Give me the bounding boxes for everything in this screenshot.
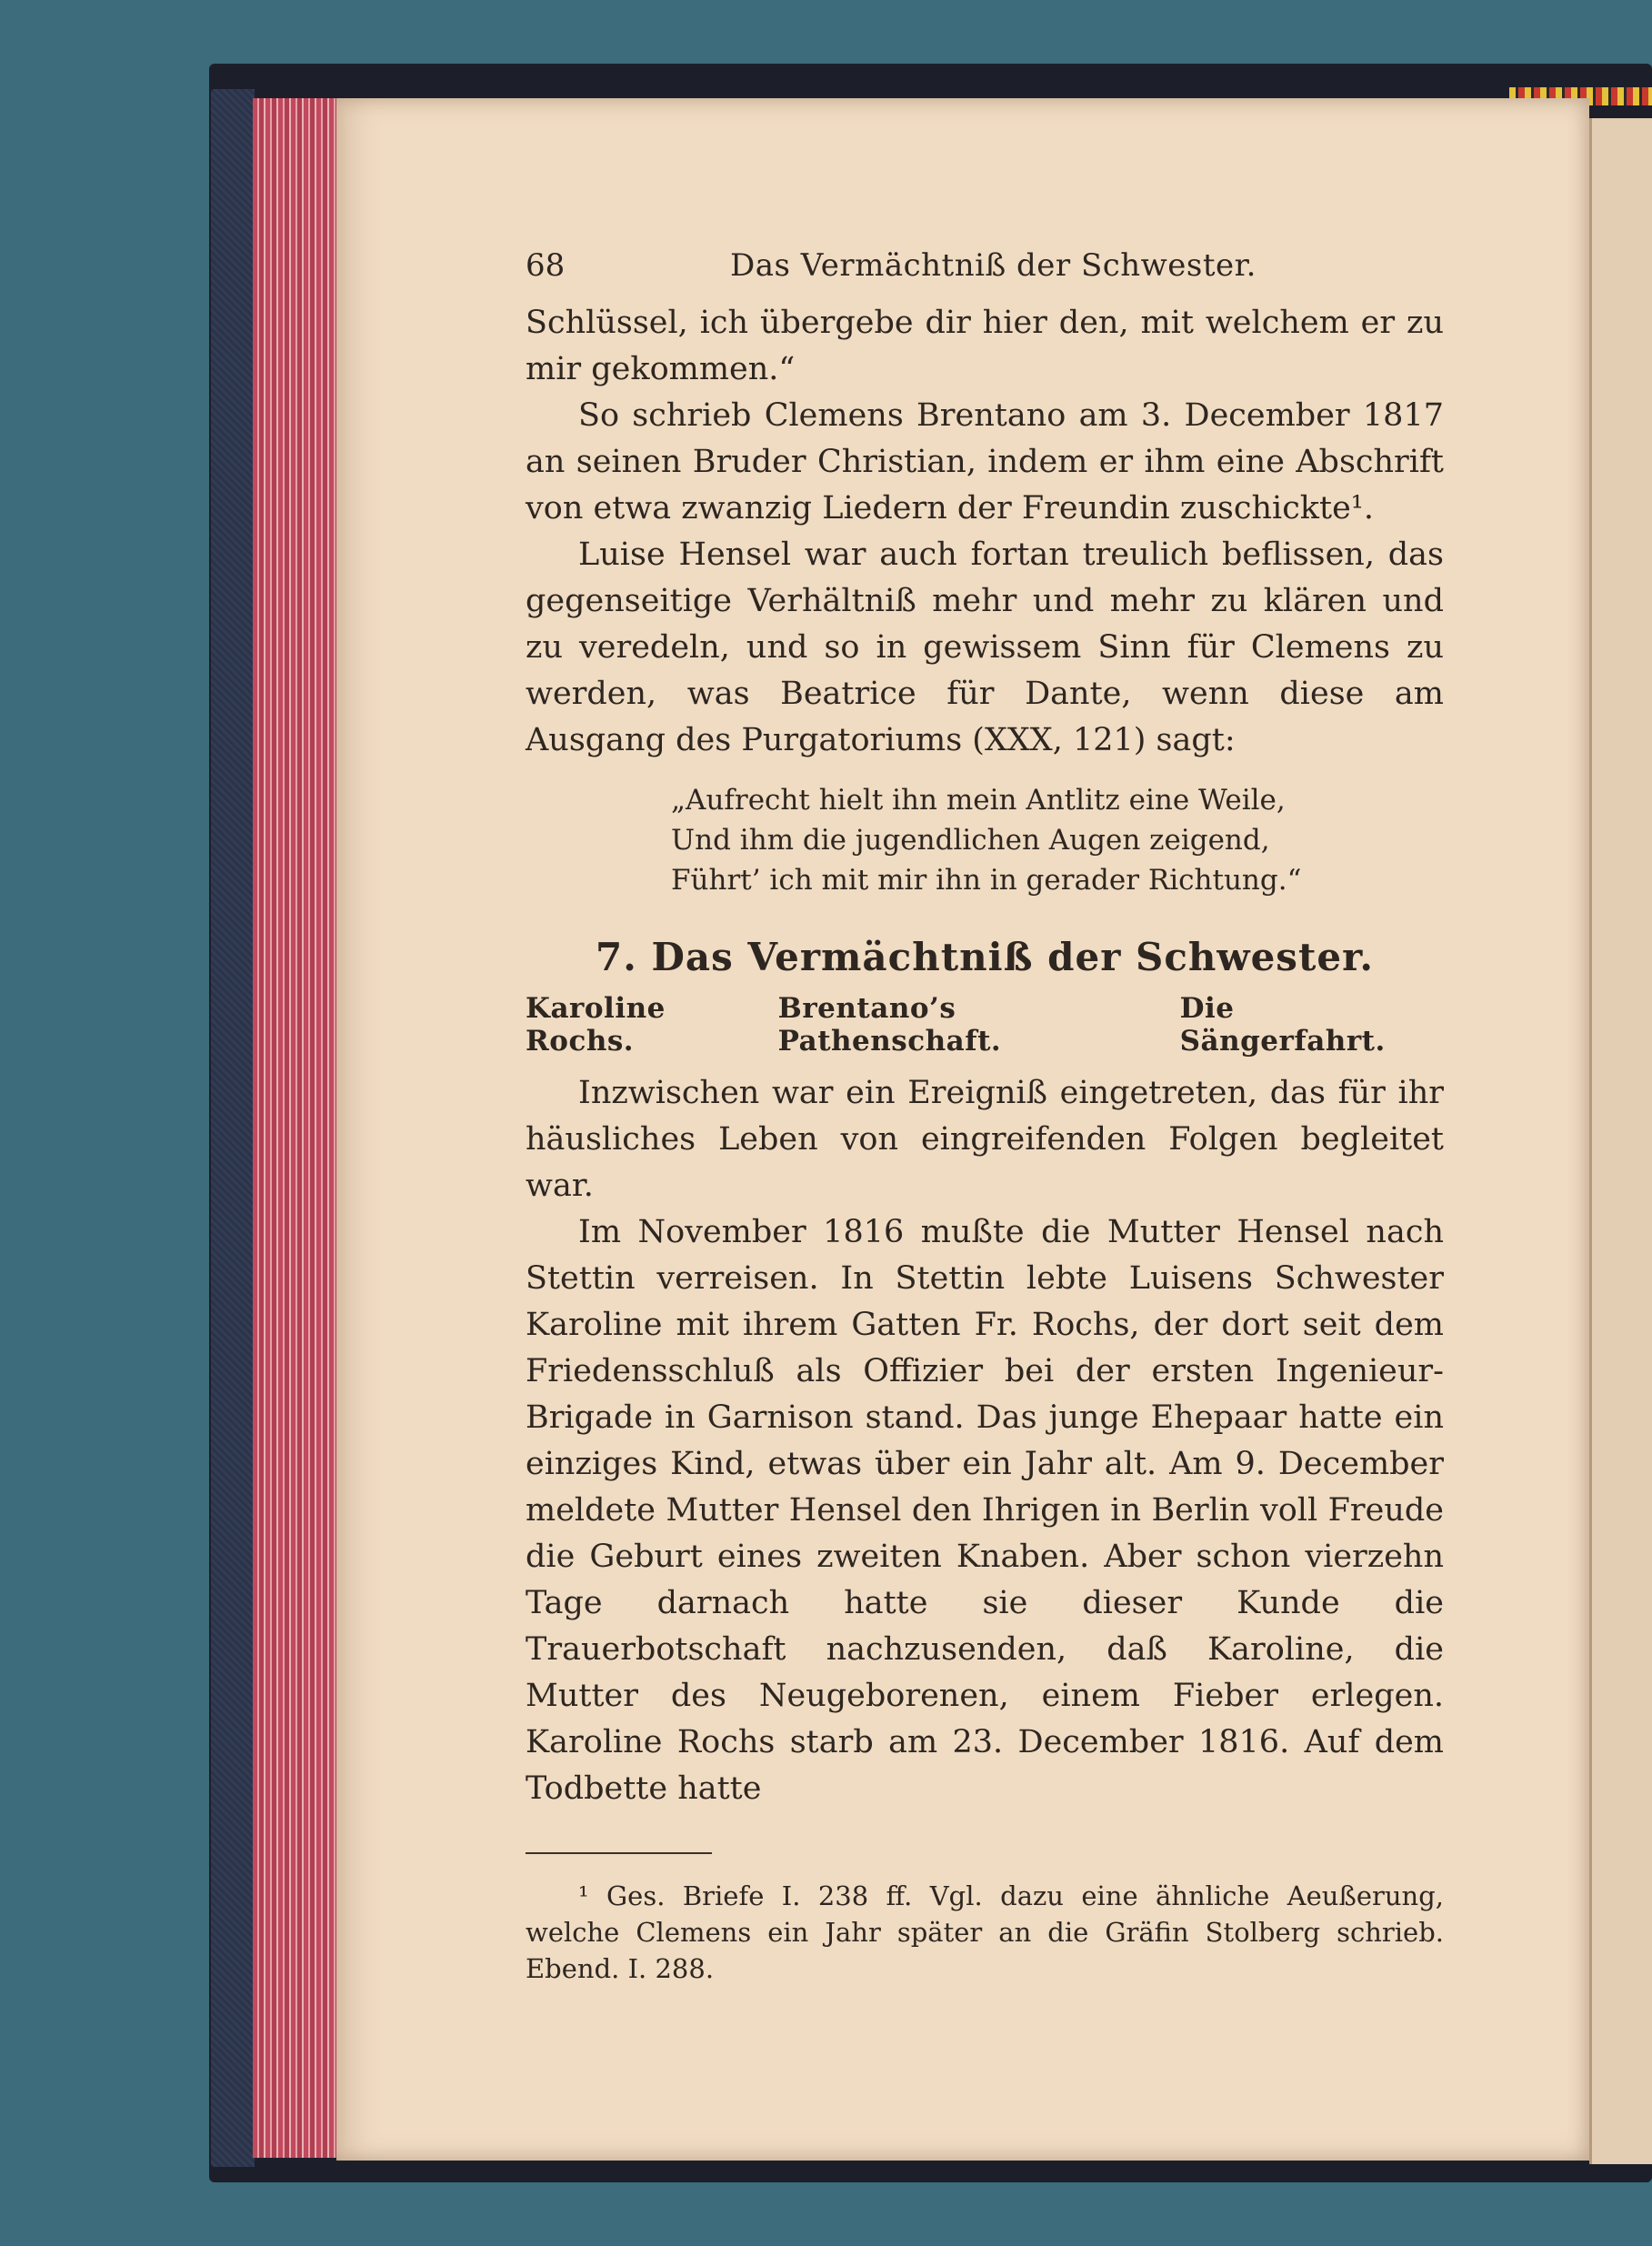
chapter-title: 7. Das Vermächtniß der Schwester. (596, 935, 1374, 979)
chapter-subtitle (526, 992, 1444, 1058)
subtitle-part: Die Sängerfahrt. (1179, 992, 1386, 1058)
paragraph-hensel: Luise Hensel war auch fortan treulich beflissen, das gegenseitige Verhältniß mehr und mehr zu klären und zu veredeln, und so in gewissem Sinn für Clemens zu werden, was Beatrice für Dante, wenn diese am Ausgang des Purgatoriums (XXX, 121) sagt: (526, 536, 1444, 758)
book-spine (211, 89, 255, 2167)
dante-quote (671, 780, 1444, 900)
quote-line: Führt’ ich mit mir ihn in gerader Richtung.“ (671, 864, 1302, 897)
quote-line: Und ihm die jugendlichen Augen zeigend, (671, 824, 1270, 857)
running-title: Das Vermächtniß der Schwester. (730, 247, 1257, 284)
footnote: ¹ Ges. Briefe I. 238 ff. Vgl. dazu eine ähnliche Aeußerung, welche Clemens ein Jahr später an die Gräfin Stolberg schrieb. Ebend. I. 288. (526, 1880, 1444, 1984)
paragraph-event: Inzwischen war ein Ereigniß eingetreten, das für ihr häusliches Leben von eingreifenden Folgen begleitet war. (526, 1075, 1444, 1204)
subtitle-part: Brentano’s Pathenschaft. (777, 992, 1002, 1058)
footnote-rule (526, 1852, 712, 1854)
facing-page-edge (1589, 118, 1652, 2164)
subtitle-part: Karoline Rochs. (526, 992, 666, 1058)
page-number: 68 (526, 247, 566, 284)
paragraph-brentano: So schrieb Clemens Brentano am 3. December 1817 an seinen Bruder Christian, indem er ihm eine Abschrift von etwa zwanzig Liedern der Freundin zuschickte¹. (526, 397, 1444, 526)
running-head (526, 236, 1444, 300)
paragraph-november: Im November 1816 mußte die Mutter Hensel nach Stettin verreisen. In Stettin lebte Luisens Schwester Karoline mit ihrem Gatten Fr. Rochs, der dort seit dem Friedensschluß als Offizier bei der ersten Ingenieur-Brigade in Garnison stand. Das junge Ehepaar hatte ein einziges Kind, etwas über ein Jahr alt. Am 9. December meldete Mutter Hensel den Ihrigen in Berlin voll Freude die Geburt eines zweiten Knaben. Aber schon vierzehn Tage darnach hatte sie dieser Kunde die Trauerbotschaft nachzusenden, daß Karoline, die Mutter des Neugeborenen, einem Fieber erlegen. Karoline Rochs starb am 23. December 1816. Auf dem Todbette hatte (526, 1214, 1444, 1807)
page-edges (253, 98, 336, 2158)
page-text (526, 236, 1444, 1987)
opening-paragraph: Schlüssel, ich übergebe dir hier den, mit welchem er zu mir gekommen.“ (526, 305, 1444, 387)
quote-line: „Aufrecht hielt ihn mein Antlitz eine Weile, (671, 784, 1286, 817)
